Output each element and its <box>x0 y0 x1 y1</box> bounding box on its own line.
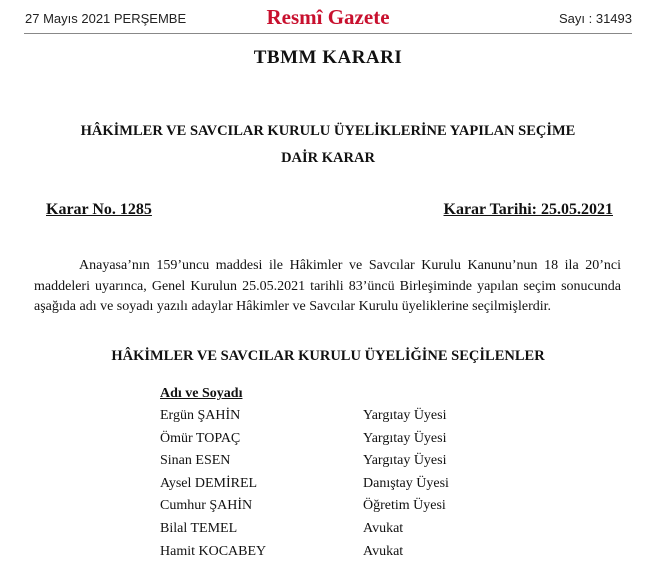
list-item <box>160 405 500 428</box>
member-role: Yargıtay Üyesi <box>363 453 447 469</box>
subject-line-1: HÂKİMLER VE SAVCILAR KURULU ÜYELİKLERİNE YAPILAN SEÇİME <box>80 123 576 139</box>
document-type-heading: TBMM KARARI <box>253 47 403 68</box>
member-role: Yargıtay Üyesi <box>363 408 447 423</box>
publication-date: 27 Mayıs 2021 PERŞEMBE <box>25 11 187 26</box>
member-name: Cumhur ŞAHİN <box>160 498 253 514</box>
list-item <box>160 473 500 496</box>
name-column-header: Adı ve Soyadı <box>160 386 243 401</box>
gazette-title: Resmî Gazete <box>266 5 390 29</box>
decision-date: Karar Tarihi: 25.05.2021 <box>443 201 613 218</box>
list-item <box>160 428 500 451</box>
member-name: Hamit KOCABEY <box>160 543 267 559</box>
member-name: Bilal TEMEL <box>160 520 238 536</box>
list-item <box>160 541 500 564</box>
member-name: Ömür TOPAÇ <box>160 430 241 446</box>
member-role: Yargıtay Üyesi <box>363 430 447 446</box>
member-name: Sinan ESEN <box>160 453 231 469</box>
member-name: Ergün ŞAHİN <box>160 408 241 423</box>
member-role: Danıştay Üyesi <box>363 475 449 491</box>
member-role: Avukat <box>363 520 404 536</box>
decision-body-paragraph: Anayasa’nın 159’uncu maddesi ile Hâkimler ve Savcılar Kurulu Kanunu’nun 18 ila 20’nci maddeleri uyarınca, Genel Kurulun 25.05.2021 tarihli 83’üncü Birleşiminde yapılan seçim sonucunda aşağıda adı ve soyadı yazılı adaylar Hâkimler ve Savcılar Kurulu üyeliklerine seçilmişlerdir. <box>34 258 621 314</box>
member-name: Aysel DEMİREL <box>160 475 258 491</box>
decision-number: Karar No. 1285 <box>46 201 152 218</box>
list-item <box>160 495 500 518</box>
issue-number: Sayı : 31493 <box>559 11 632 26</box>
elected-members-heading: HÂKİMLER VE SAVCILAR KURULU ÜYELİĞİNE SEÇİLENLER <box>111 348 545 364</box>
list-item <box>160 450 500 473</box>
list-item <box>160 518 500 541</box>
subject-line-2: DAİR KARAR <box>281 150 375 166</box>
gazette-header <box>0 0 656 36</box>
header-divider <box>24 33 632 34</box>
elected-members-list <box>160 405 500 563</box>
decision-subject <box>40 118 616 172</box>
member-role: Öğretim Üyesi <box>363 498 446 514</box>
member-role: Avukat <box>363 543 404 559</box>
